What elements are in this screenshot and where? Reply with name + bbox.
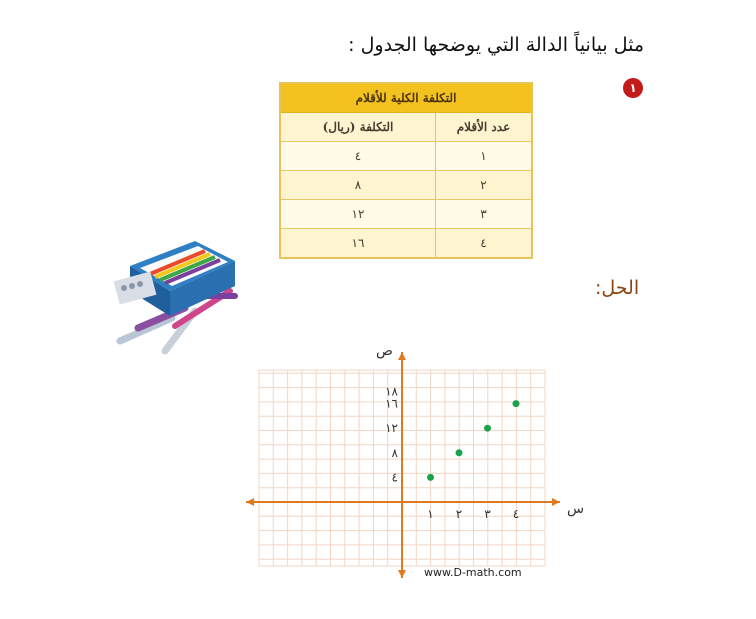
y-tick-label: ١٦ — [385, 396, 398, 411]
x-axis-arrow-right — [552, 498, 560, 506]
x-axis-arrow-left — [246, 498, 254, 506]
table-cell: ١٢ — [280, 200, 436, 229]
data-point — [484, 425, 491, 432]
solution-label: الحل: — [595, 277, 640, 299]
x-tick-label: ٢ — [455, 507, 463, 521]
table-cell: ٤ — [436, 229, 533, 259]
data-point — [513, 400, 520, 407]
data-point — [427, 474, 434, 481]
x-tick-label: ٣ — [484, 507, 491, 521]
watermark-text: www.D-math.com — [424, 566, 522, 579]
x-axis-label: س — [567, 501, 585, 517]
table-cell: ١ — [436, 142, 533, 171]
table-cell: ٢ — [436, 171, 533, 200]
question-text: مثل بيانياً الدالة التي يوضحها الجدول : — [348, 34, 644, 56]
table-cell: ١٦ — [280, 229, 436, 259]
y-tick-label: ٨ — [391, 445, 398, 460]
data-point — [456, 449, 463, 456]
table-header-cost: التكلفة (ريال) — [280, 113, 436, 142]
graph-axes — [246, 352, 560, 578]
y-axis-label: ص — [376, 343, 393, 359]
y-axis-arrow-top — [398, 352, 406, 360]
y-axis-arrow-bottom — [398, 570, 406, 578]
exercise-number-badge: ١ — [623, 78, 643, 98]
y-tick-label: ١٢ — [385, 421, 398, 436]
y-tick-labels — [385, 384, 398, 484]
table-header-pens: عدد الأقلام — [436, 113, 533, 142]
table-title: التكلفة الكلية للأقلام — [280, 83, 532, 113]
x-tick-label: ٤ — [512, 507, 520, 521]
table-cell: ٨ — [280, 171, 436, 200]
table-cell: ٣ — [436, 200, 533, 229]
y-tick-label: ٤ — [391, 470, 398, 485]
table-cell: ٤ — [280, 142, 436, 171]
y-tick-label: ١٨ — [385, 384, 398, 399]
x-tick-label: ١ — [427, 507, 434, 521]
